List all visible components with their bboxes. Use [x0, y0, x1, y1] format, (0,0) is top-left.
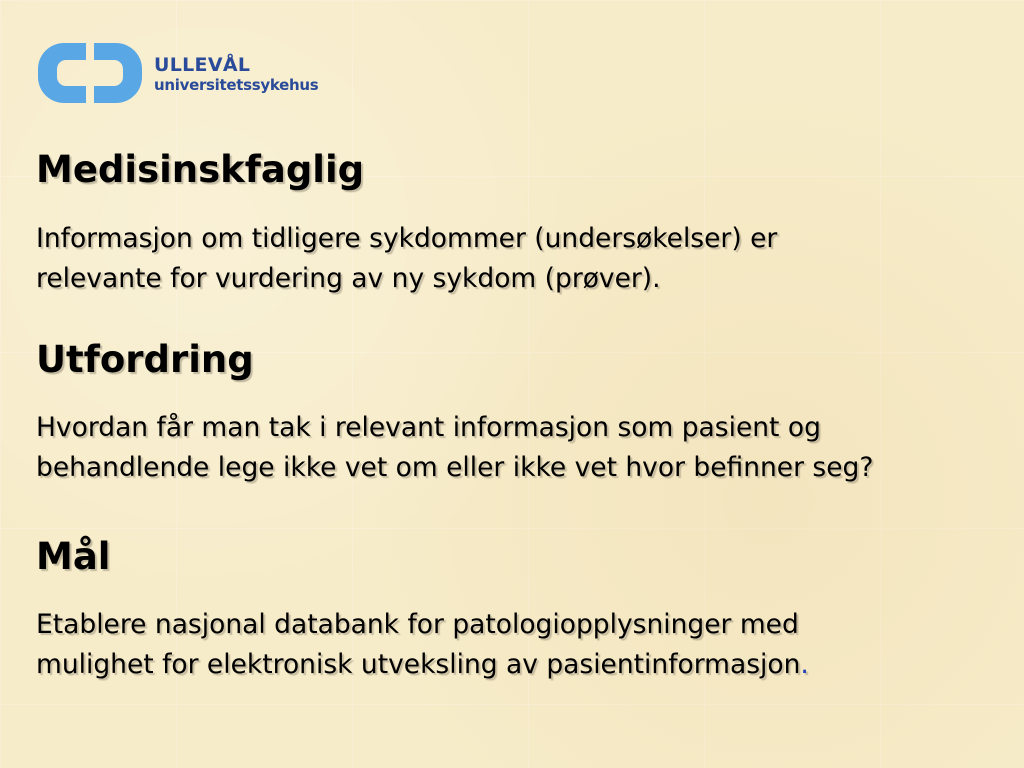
- body-medisinskfaglig: [36, 219, 996, 299]
- heading-medisinskfaglig: Medisinskfaglig: [36, 148, 365, 191]
- body-line: Etablere nasjonal databank for patologiopplysninger med: [36, 609, 799, 640]
- body-line: Informasjon om tidligere sykdommer (undersøkelser) er: [36, 223, 778, 254]
- body-maal: [36, 605, 996, 685]
- body-line: mulighet for elektronisk utveksling av pasientinformasjon: [36, 649, 801, 680]
- body-utfordring: [36, 408, 996, 488]
- body-line: Hvordan får man tak i relevant informasjon som pasient og: [36, 412, 821, 443]
- body-line: relevante for vurdering av ny sykdom (prøver).: [36, 263, 661, 294]
- hospital-logo: [36, 41, 326, 105]
- trailing-period: .: [800, 649, 809, 680]
- logo-subtitle: universitetssykehus: [154, 76, 319, 94]
- body-line: behandlende lege ikke vet om eller ikke vet hvor befinner seg?: [36, 452, 874, 483]
- heading-maal: Mål: [36, 535, 111, 578]
- heading-utfordring: Utfordring: [36, 338, 254, 381]
- logo-name: ULLEVÅL: [154, 54, 251, 76]
- ullevaal-cross-icon: [36, 41, 144, 105]
